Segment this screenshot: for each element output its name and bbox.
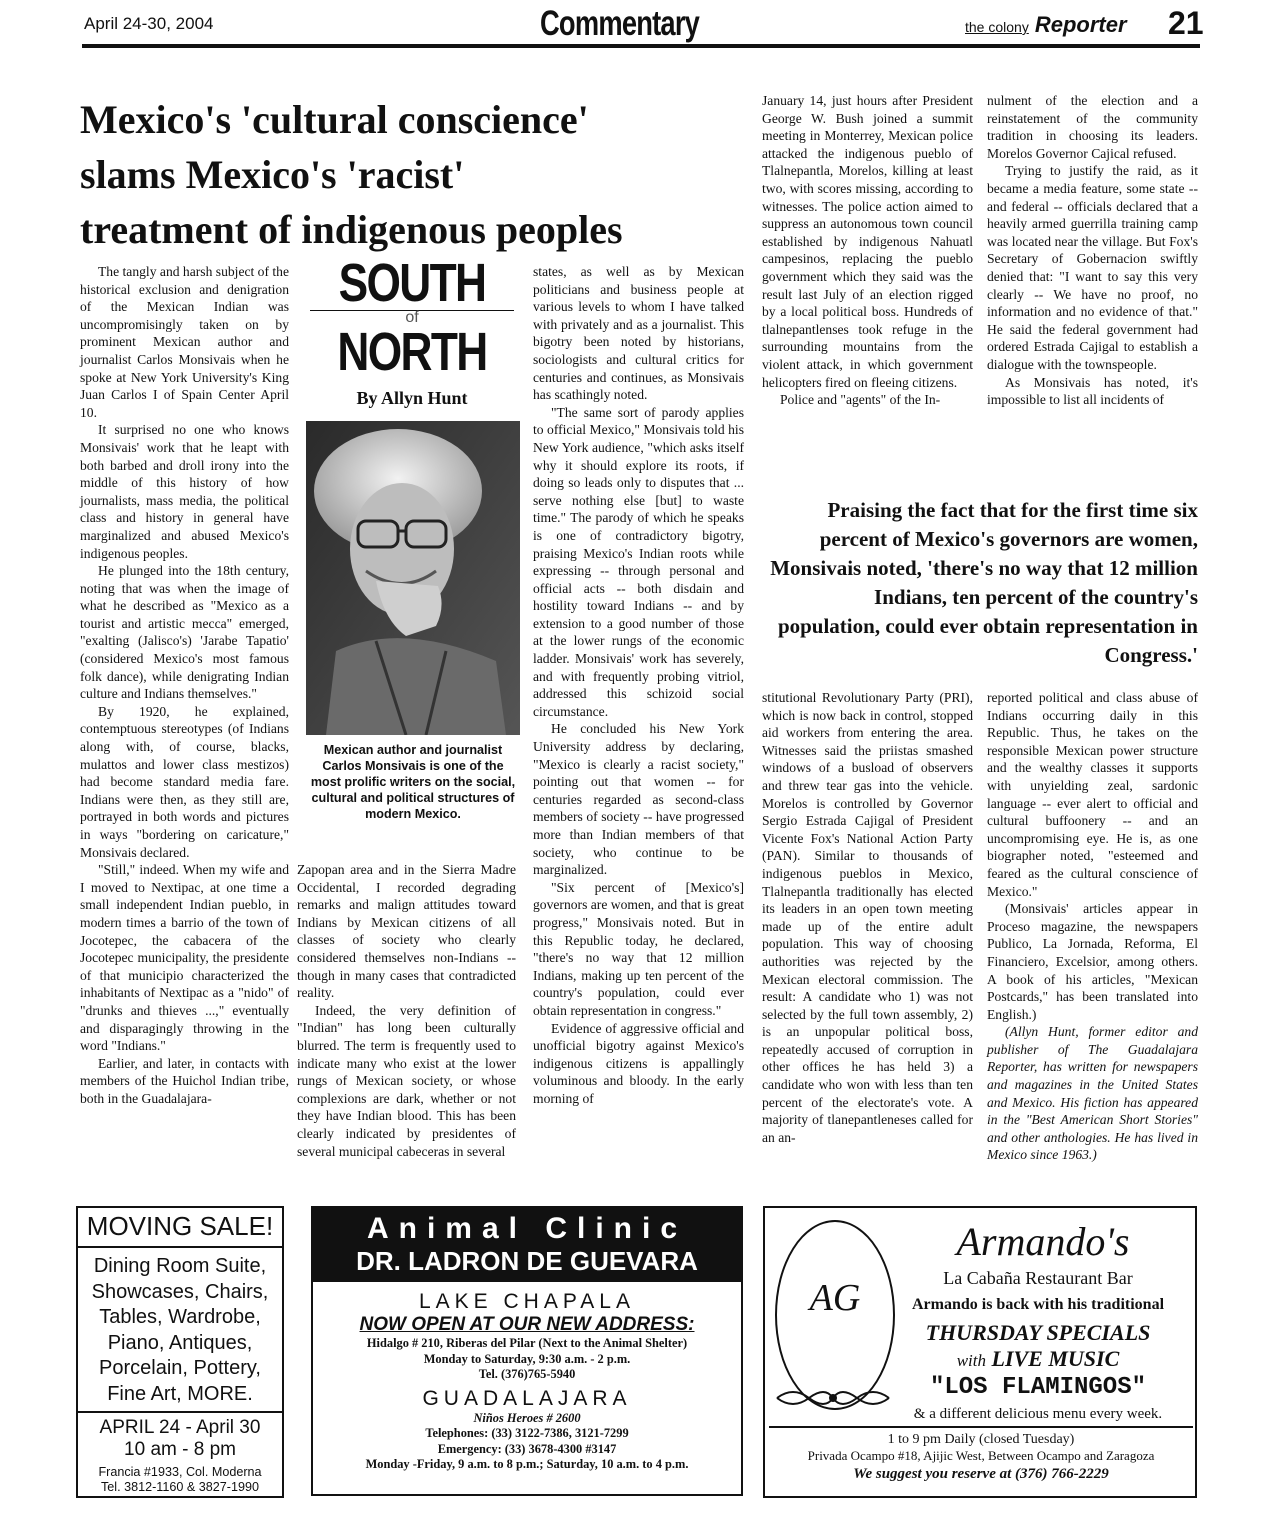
- ad-moving-dates: [78, 1411, 282, 1461]
- ad-animal-clinic: [311, 1206, 743, 1496]
- ad-moving-sale: [76, 1206, 284, 1498]
- ad-clinic-city-2: GUADALAJARA: [422, 1386, 632, 1410]
- headline-line: treatment of indigenous peoples: [80, 207, 623, 252]
- ad-armando-line-1: Armando is back with his traditional: [911, 1296, 1165, 1313]
- column-logo-north: NORTH: [337, 322, 487, 382]
- ad-moving-title: MOVING SALE!: [78, 1208, 282, 1248]
- paragraph: Trying to justify the raid, as it became a media feature, some state -- and federal -- officials declared that a heavily armed guerrilla training camp was located near the village. But Fox's Secretary of Gobernacion swiftly denied that: "I want to say this very clearly -- We have no proof, no information and no evidence of that." He said the federal government had ordered Estrada Cajigal to establish a dialogue with the townspeople.: [987, 163, 1198, 372]
- paragraph: Zapopan area and in the Sierra Madre Occidental, I recorded degrading remarks and malign attitudes toward Indians by Mexican citizens of all classes of society who clearly considered themselves non-Indians -- though in many cases that contradicted reality.: [297, 862, 516, 1001]
- ad-clinic-new-address: NOW OPEN AT OUR NEW ADDRESS:: [359, 1314, 695, 1335]
- ad-moving-items: [78, 1254, 282, 1407]
- ad-moving-item: Piano, Antiques,: [107, 1331, 253, 1354]
- ad-armando-address: Privada Ocampo #18, Ajijic West, Between Ocampo and Zaragoza: [807, 1448, 1155, 1463]
- ad-armando-line-5: & a different delicious menu every week.: [913, 1406, 1163, 1422]
- paragraph: The tangly and harsh subject of the historical exclusion and denigration of the Mexican Indian was uncompromisingly taken on by prominent Mexican author and journalist Carlos Monsivais when he spoke at New York University's King Juan Carlos I of Spain Center April 10.: [80, 264, 290, 420]
- paper-name-small: the colony: [965, 19, 1029, 35]
- ad-clinic-name: Animal Clinic: [366, 1212, 688, 1245]
- headline: [80, 92, 760, 257]
- ad-armando-line-4: "LOS FLAMINGOS": [929, 1374, 1147, 1401]
- article-column-1: [80, 263, 289, 1108]
- paragraph: By 1920, he explained, contemptuous stereotypes (of Indians along with, of course, blacks, mulattos and lower class mestizos) had become standard media fare. Indians were then, as they still are, portrayed in both words and pictures in ways "bordering on caricature," Monsivais declared.: [80, 703, 289, 860]
- paragraph: He concluded his New York University address by declaring, "Mexico is clearly a racist society," pointing out that women -- for centuries regarded as second-class members of society -- have progressed more than Indian members of that society, who continue to be marginalized.: [533, 721, 744, 878]
- ad-armando-name: Armando's: [956, 1219, 1130, 1264]
- headline-line: Mexico's 'cultural conscience': [80, 97, 589, 142]
- ad-moving-hours: 10 am - 8 pm: [124, 1439, 236, 1460]
- article-column-3: [533, 263, 744, 1108]
- ad-armando-line-2: THURSDAY SPECIALS: [925, 1320, 1151, 1345]
- article-column-5-bottom: [987, 689, 1198, 1164]
- article-column-2: [297, 861, 516, 1160]
- ad-armando-hours: 1 to 9 pm Daily (closed Tuesday): [769, 1426, 1193, 1448]
- ad-moving-item: Fine Art, MORE.: [107, 1382, 253, 1405]
- article-column-4-bottom: [762, 689, 973, 1146]
- paper-name: [965, 12, 1127, 38]
- paragraph: Earlier, and later, in contacts with members of the Huichol Indian tribe, both in the Guadalajara-: [80, 1055, 289, 1106]
- byline: By Allyn Hunt: [356, 388, 468, 408]
- ad-armando-line-3: [885, 1346, 1191, 1372]
- ad-clinic-tel-2: Telephones: (33) 3122-7386, 3121-7299: [425, 1426, 629, 1440]
- article-column-4-top: [762, 92, 973, 409]
- ad-moving-item: Showcases, Chairs,: [91, 1280, 269, 1303]
- paragraph: Evidence of aggressive official and unofficial bigotry against Mexico's indigenous citizens is appallingly voluminous and bloody. In the early morning of: [533, 1020, 744, 1106]
- column-logo-of: of: [405, 309, 419, 326]
- ad-moving-address-line: Francia #1933, Col. Moderna: [98, 1465, 262, 1479]
- header-rule: [82, 44, 1200, 48]
- ad-armando-live-music: LIVE MUSIC: [991, 1346, 1120, 1371]
- ad-moving-item: Tables, Wardrobe,: [99, 1306, 261, 1328]
- paragraph: Indeed, the very definition of "Indian" has long been culturally blurred. The term is frequently used to indicate many who exist at the lower rungs of Mexican society, or whose complexions are dark, whether or not they have Indian blood. This has been clearly indicated by presidentes of several municipal cabeceras in several: [297, 1002, 516, 1159]
- ad-moving-address: [78, 1465, 282, 1495]
- paragraph: He plunged into the 18th century, noting that was when the image of what he described as "Mexico as a tourist and artistic mecca" emerged, "exalting (Jalisco's) 'Jarabe Tapatio' (considered Mexico's most famous folk dance), while denigrating Indian culture and Indians themselves.": [80, 563, 289, 702]
- paragraph: (Monsivais' articles appear in Proceso magazine, the newspapers Publico, La Jornada, Reforma, El Financiero, Excelsior, among others. A book of his articles, "Mexican Postcards," has been translated into English.): [987, 901, 1198, 1022]
- ad-armando-logo: [775, 1220, 895, 1410]
- ad-armando-with: with: [956, 1351, 986, 1370]
- ad-clinic-address-2: Niños Heroes # 2600: [473, 1410, 581, 1425]
- issue-date: April 24-30, 2004: [84, 14, 214, 33]
- section-title: Commentary: [540, 4, 700, 43]
- column-logo: [306, 253, 518, 382]
- paragraph: reported political and class abuse of Indians occurring daily in this Republic. Thus, he takes on the responsible Mexican power structure and the wealthy classes it supports with unyielding zeal, sardonic language -- ever alert to official and cultural buffoonery -- and an uncompromising eye. He is, as one biographer noted, "esteemed and feared as the cultural conscience of Mexico.": [987, 690, 1198, 899]
- column-logo-south: SOUTH: [338, 253, 486, 313]
- ad-armando-subtitle: La Cabaña Restaurant Bar: [943, 1268, 1133, 1288]
- ad-moving-phone: Tel. 3812-1160 & 3827-1990: [100, 1480, 259, 1494]
- ad-clinic-address-1: Hidalgo # 210, Riberas del Pilar (Next to the Animal Shelter): [366, 1336, 688, 1350]
- scroll-ornament-icon: [773, 1386, 893, 1410]
- ad-clinic-city-1: LAKE CHAPALA: [418, 1290, 635, 1313]
- paragraph: It surprised no one who knows Monsivais' work that he leapt with both barbed and droll irony into the middle of this history of how journalists, mass media, the political class and history in general have marginalized and abused Mexico's indigenous peoples.: [80, 422, 289, 561]
- article-column-5-top: [987, 92, 1198, 409]
- paragraph: January 14, just hours after President George W. Bush joined a summit meeting in Monterrey, Mexican police attacked the indigenous pueblo of Tlalnepantla, Morelos, killing at least two, with scores missing, according to witnesses. The police action aimed to suppress an autonomous town council established by indigenous Nahuatl campesinos, replacing the pueblo government which they said was the result last July of an election rigged by a local political boss. Hundreds of tlalnepantlenses took refuge in the surrounding mountains from the violent attack, in which government helicopters fired on fleeing citizens.: [762, 93, 973, 390]
- paragraph: Police and "agents" of the In-: [780, 392, 941, 408]
- ad-clinic-hours-1: Monday to Saturday, 9:30 a.m. - 2 p.m.: [423, 1351, 631, 1366]
- paragraph: "Six percent of [Mexico's] governors are women, and that is great progress," Monsivais noted. But in this Republic today, he declared, "there's no way that 12 million Indians, making up ten percent of the country's population, could ever obtain representation in congress.": [533, 879, 745, 1018]
- paragraph: "The same sort of parody applies to official Mexico," Monsivais told his New York audience, "which asks itself why it should explore its roots, if doing so leads only to disputes that ... serve nothing else [but] to waste time." The parody of which he speaks is one of contradictory bigotry, praising Mexico's Indian roots while expressing -- through personal and official acts -- both disdain and hostility toward Indians -- and by extension to a good number of those at the lower rungs of the economic ladder. Monsivais' work has severely, and with frequently probing vitriol, addressed this schizoid social circumstance.: [533, 404, 744, 719]
- paper-name-main: Reporter: [1034, 12, 1127, 37]
- ad-moving-item: Porcelain, Pottery,: [99, 1357, 261, 1379]
- ad-clinic-doctor: DR. LADRON DE GUEVARA: [356, 1246, 698, 1276]
- ad-armando-reserve: We suggest you reserve at (376) 766-2229: [853, 1466, 1109, 1482]
- portrait-photo: [306, 421, 520, 735]
- page-number: 21: [1168, 5, 1204, 41]
- ad-armandos: [763, 1206, 1197, 1498]
- paragraph: (Allyn Hunt, former editor and publisher of The Guadalajara Reporter, has written for newspapers and magazines in the United States and Mexico. His fiction has appeared in the "Best American Short Stories" and other anthologies. He has lived in Mexico since 1963.): [987, 1024, 1198, 1163]
- ad-moving-date-range: APRIL 24 - April 30: [99, 1417, 261, 1438]
- pull-quote: Praising the fact that for the first time six percent of Mexico's governors are women, Monsivais noted, 'there's no way that 12 million Indians, ten percent of the country's population, could ever obtain representation in Congress.': [770, 498, 1198, 667]
- ad-moving-item: Dining Room Suite,: [93, 1255, 267, 1277]
- paragraph: states, as well as by Mexican politicians and business people at various levels to whom I have talked with privately and as a journalist. This bigotry been noted by historians, sociologists and cultural critics for centuries and continues, as Monsivais has scathingly noted.: [533, 264, 744, 403]
- headline-line: slams Mexico's 'racist': [80, 152, 465, 197]
- photo-caption: Mexican author and journalist Carlos Monsivais is one of the most prolific writers on the social, cultural and political structures of modern Mexico.: [310, 743, 516, 821]
- ad-armando-monogram: AG: [809, 1277, 861, 1319]
- ad-clinic-hours-2: Monday -Friday, 9 a.m. to 8 p.m.; Saturday, 10 a.m. to 4 p.m.: [365, 1457, 689, 1471]
- paragraph: "Still," indeed. When my wife and I moved to Nextipac, at one time a small independent Indian pueblo, in modern times a barrio of the town of Jocotepec, the cabacera of the Jocotepec municipality, the presidente of that municipio characterized the inhabitants of Nextipac as a "nido" of "drunks and thieves ...," eventually and disparagingly throwing in the word "Indians.": [80, 862, 289, 1054]
- ad-clinic-emergency: Emergency: (33) 3678-4300 #3147: [437, 1441, 617, 1456]
- ad-clinic-banner: [313, 1208, 741, 1282]
- paragraph: As Monsivais has noted, it's impossible to list all incidents of: [987, 374, 1198, 408]
- paragraph: nulment of the election and a reinstatement of the community tradition in choosing its leaders. Morelos Governor Cajical refused.: [987, 93, 1198, 161]
- paragraph: stitutional Revolutionary Party (PRI), which is now back in control, stopped aid workers from entering the area. Witnesses said the priistas smashed windows of a busload of observers and threw tear gas into the vehicle. Morelos is controlled by Governor Sergio Estrada Cajigal of President Vicente Fox's National Action Party (PAN). Similar to thousands of indigenous pueblos in Mexico, Tlalnepantla traditionally has elected its leaders in an open town meeting made up of the entire adult population. This way of choosing authorities was rejected by the Mexican electoral commission. The result: A candidate who 1) was not selected by the full town assembly, 2) is an unpopular political boss, repeatedly accused of corruption in other offices he has held 3) a candidate who won with less than ten percent of the electorate's vote. A majority of tlanepantleneses called for an an-: [762, 690, 973, 1145]
- ad-clinic-tel-1: Tel. (376)765-5940: [478, 1367, 576, 1381]
